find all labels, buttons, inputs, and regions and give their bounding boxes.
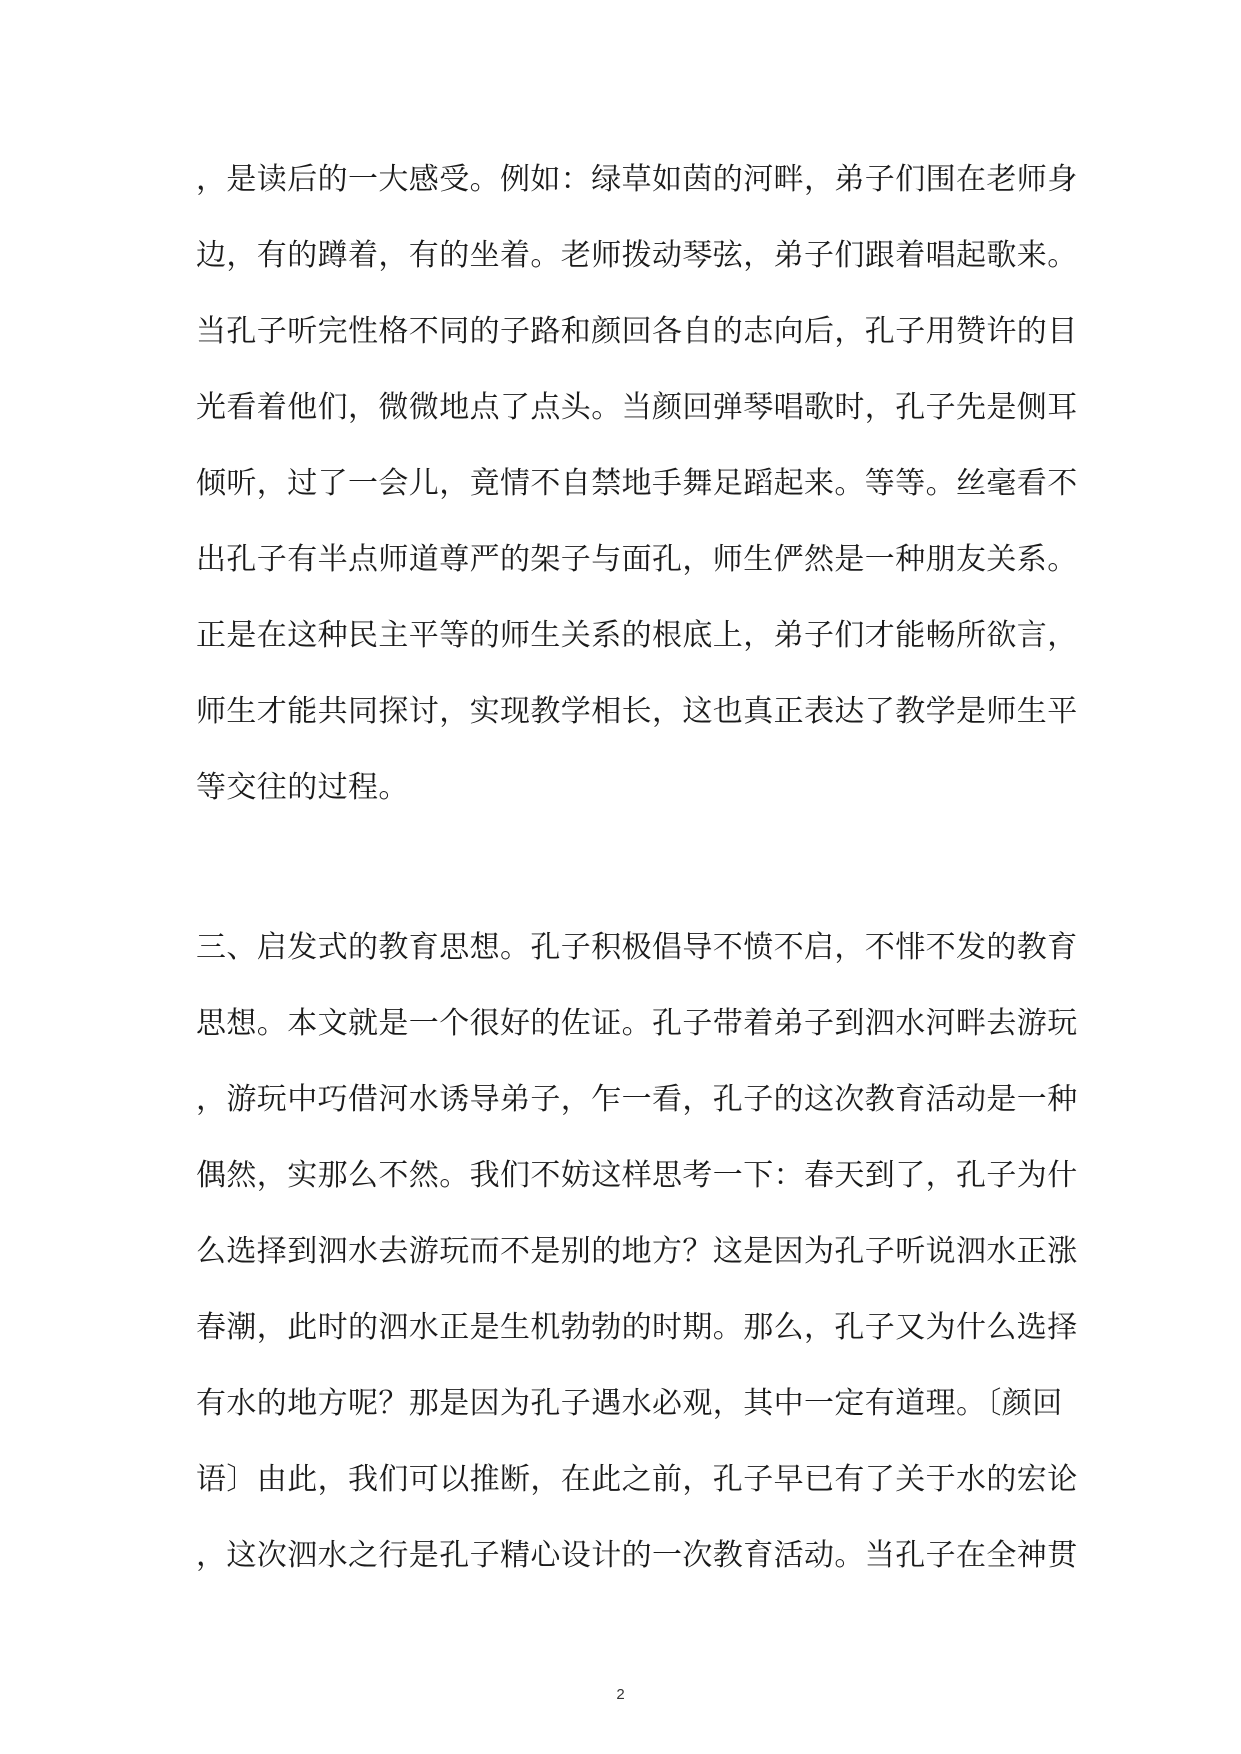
text-line: ，是读后的一大感受。例如：绿草如茵的河畔，弟子们围在老师身 <box>196 162 1078 197</box>
text-line: 倾听，过了一会儿，竟情不自禁地手舞足蹈起来。等等。丝毫看不 <box>196 466 1078 501</box>
paragraph-heuristic-education <box>196 910 1078 1594</box>
paragraph-teacher-student-relationship <box>196 142 1078 826</box>
text-line: 当孔子听完性格不同的子路和颜回各自的志向后，孔子用赞许的目 <box>196 314 1078 349</box>
text-line: 出孔子有半点师道尊严的架子与面孔，师生俨然是一种朋友关系。 <box>196 542 1078 577</box>
text-line: 三、启发式的教育思想。孔子积极倡导不愤不启，不悱不发的教育 <box>196 930 1078 965</box>
text-line: 等交往的过程。 <box>196 770 409 805</box>
page-number: 2 <box>616 1686 625 1703</box>
text-line: 有水的地方呢？那是因为孔子遇水必观，其中一定有道理。〔颜回 <box>196 1386 1063 1421</box>
text-line: 春潮，此时的泗水正是生机勃勃的时期。那么，孔子又为什么选择 <box>196 1310 1078 1345</box>
text-line: 偶然，实那么不然。我们不妨这样思考一下：春天到了，孔子为什 <box>196 1158 1078 1193</box>
text-line: 正是在这种民主平等的师生关系的根底上，弟子们才能畅所欲言， <box>196 618 1078 653</box>
text-line: 语〕由此，我们可以推断，在此之前，孔子早已有了关于水的宏论 <box>196 1462 1078 1497</box>
text-line: ，游玩中巧借河水诱导弟子，乍一看，孔子的这次教育活动是一种 <box>196 1082 1078 1117</box>
text-line: 思想。本文就是一个很好的佐证。孔子带着弟子到泗水河畔去游玩 <box>196 1006 1078 1041</box>
text-line: 么选择到泗水去游玩而不是别的地方？这是因为孔子听说泗水正涨 <box>196 1234 1078 1269</box>
text-line: 光看着他们，微微地点了点头。当颜回弹琴唱歌时，孔子先是侧耳 <box>196 390 1078 425</box>
text-line: ，这次泗水之行是孔子精心设计的一次教育活动。当孔子在全神贯 <box>196 1538 1078 1573</box>
text-line: 边，有的蹲着，有的坐着。老师拨动琴弦，弟子们跟着唱起歌来。 <box>196 238 1078 273</box>
text-line: 师生才能共同探讨，实现教学相长，这也真正表达了教学是师生平 <box>196 694 1078 729</box>
